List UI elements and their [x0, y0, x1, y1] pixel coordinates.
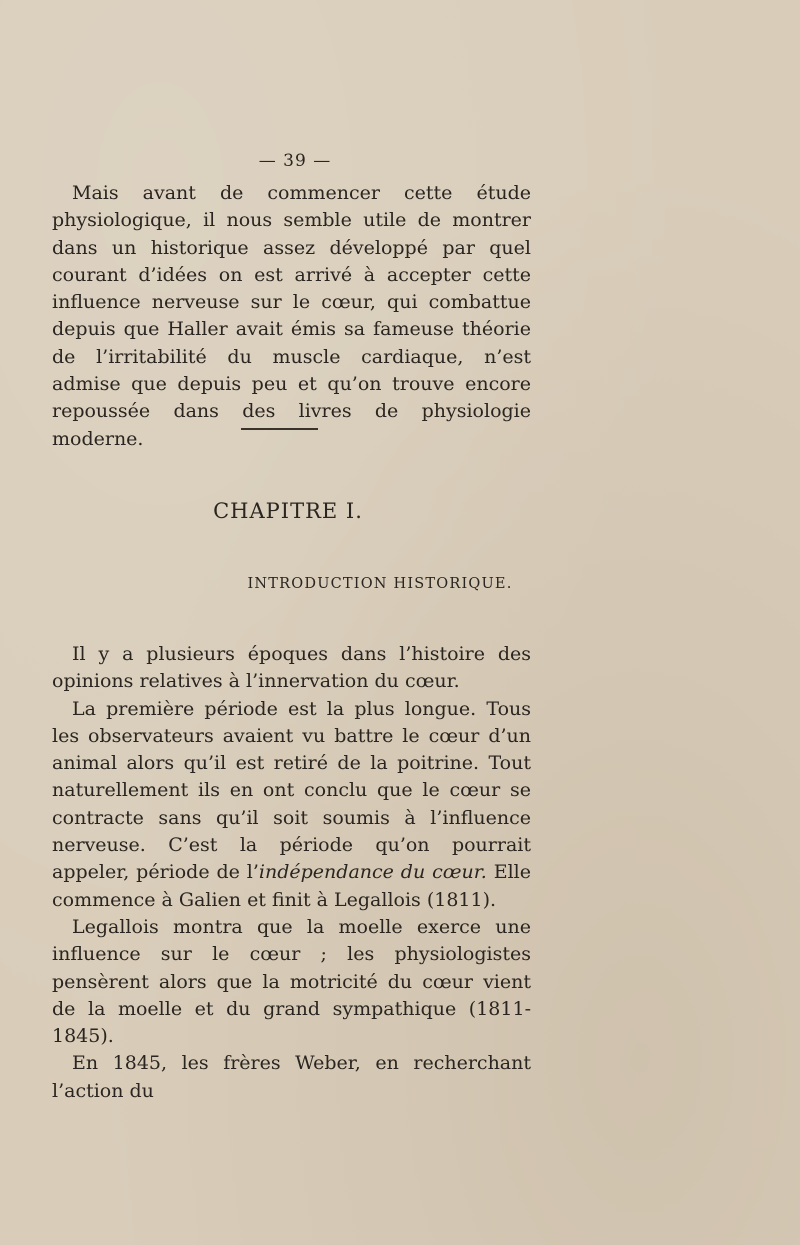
intro-text	[52, 180, 531, 453]
paragraph-2	[52, 696, 531, 914]
paragraph-2-italic: indépendance du cœur.	[258, 861, 487, 884]
intro-paragraph: Mais avant de commencer cette étude physiologique, il nous semble utile de montrer dans un historique assez développé par quel courant d’idées on est arrivé à accepter cette influence nerveuse sur le cœur, qui combattue depuis que Haller avait émis sa fameuse théorie de l’irritabilité du muscle cardiaque, n’est admise que depuis peu et qu’on trouve encore repoussée dans des livres de physiologie moderne.	[52, 182, 531, 450]
paragraph-1: Il y a plusieurs époques dans l’histoire des opinions relatives à l’innervation du cœur.	[52, 643, 531, 693]
paragraph-2-text-b: Elle commence à Galien et finit à Legallois (1811).	[52, 861, 532, 911]
paragraph-2-text-a: La première période est la plus longue. Tous les observateurs avaient vu battre le cœur d’un animal alors qu’il est retiré de la poitrine. Tout naturellement ils en ont conclu que le cœur se contracte sans qu’il soit soumis à l’influence nerveuse. C’est la période qu’on pourrait appeler, période de l’	[52, 697, 531, 884]
chapter-title: CHAPITRE I.	[213, 499, 363, 523]
page-number: — 39 —	[258, 151, 332, 171]
paragraph-4: En 1845, les frères Weber, en recherchant l’action du	[52, 1052, 531, 1102]
paragraph-3: Legallois montra que la moelle exerce une influence sur le cœur ; les physiologistes pensèrent alors que la motricité du cœur vient de la moelle et du grand sympathique (1811-1845).	[52, 915, 531, 1048]
separator-rule	[241, 428, 318, 430]
body-text	[52, 641, 531, 1105]
section-title: INTRODUCTION HISTORIQUE.	[247, 576, 513, 592]
